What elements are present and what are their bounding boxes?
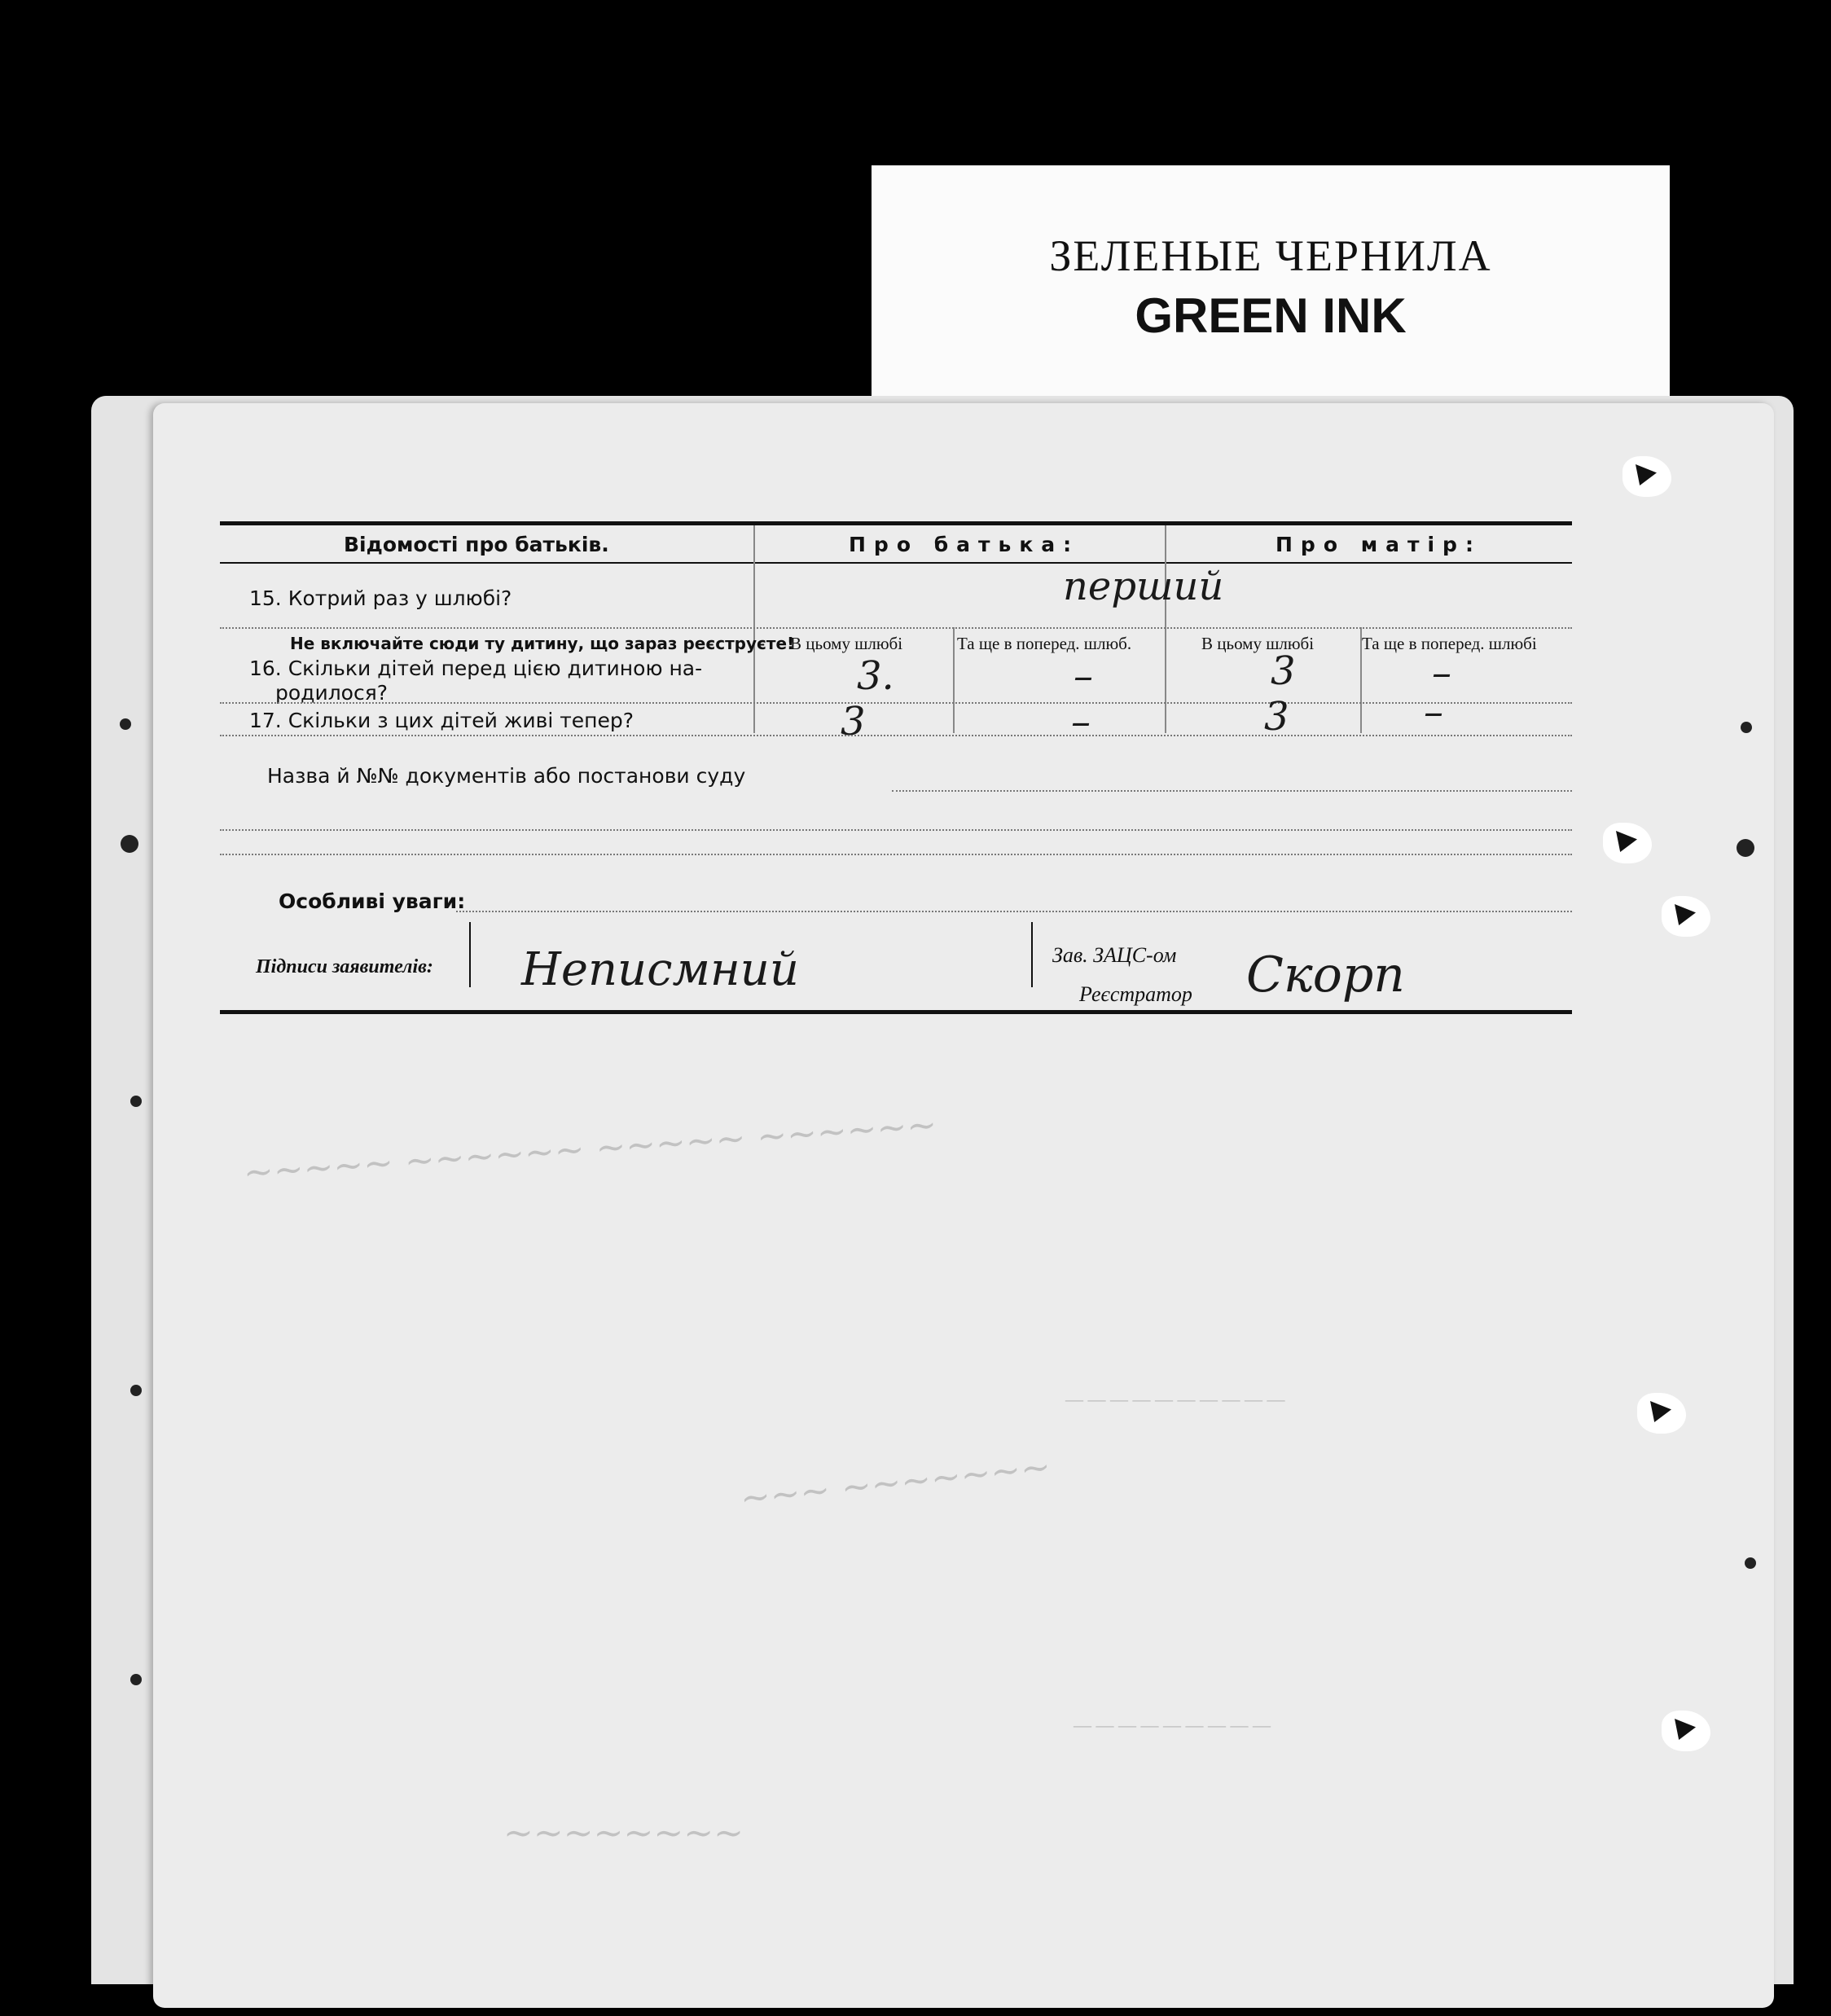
binding-hole	[1741, 722, 1752, 733]
binding-hole	[130, 1385, 142, 1396]
head-zags-label: Зав. ЗАЦС-ом	[1052, 943, 1177, 967]
bottom-rule	[220, 1010, 1572, 1014]
answer-16-father-this: 3.	[857, 653, 894, 699]
documents-label: Назва й №№ документів або постанови суду	[267, 764, 746, 788]
torn-binding-hole	[1662, 1711, 1710, 1751]
documents-fill-line	[220, 854, 1572, 855]
torn-binding-hole	[1622, 456, 1671, 497]
row-divider	[220, 702, 1572, 704]
remarks-fill-line	[456, 911, 1572, 912]
torn-binding-hole	[1662, 896, 1710, 937]
binding-hole	[120, 718, 131, 730]
binding-hole	[130, 1096, 142, 1107]
label-ru-text: ЗЕЛЕНЫЕ ЧЕРНИЛА	[1049, 231, 1492, 280]
question-16-line1: 16. Скільки дітей перед цією дитиною на-	[249, 657, 703, 680]
binding-hole	[1737, 839, 1754, 857]
binding-hole	[130, 1674, 142, 1685]
green-ink-label-card	[872, 165, 1670, 410]
answer-16-father-previous: –	[1074, 653, 1093, 699]
bleed-through-handwriting: ~~~~~~~~	[503, 1812, 744, 1854]
parents-info-form	[220, 521, 1572, 1010]
binding-hole	[121, 835, 138, 853]
signature-divider	[1031, 922, 1033, 987]
mother-column-header: Про матір:	[1276, 533, 1482, 556]
applicant-signature: Непиcмний	[521, 943, 799, 996]
bleed-through-handwriting: ~~~ ~~~~~~~	[738, 1446, 1053, 1520]
registrar-signature: Скорп	[1246, 947, 1405, 1004]
subcol-mother-this-marriage: В цьому шлюбі	[1201, 634, 1315, 653]
answer-17-father-this: 3	[841, 699, 866, 744]
section-title: Відомості про батьків.	[344, 533, 609, 556]
subcolumn-divider	[953, 627, 955, 733]
bleed-through-text: — — — — — — — — — —	[1065, 1389, 1285, 1409]
signature-divider	[469, 922, 471, 987]
subcol-father-previous-marriage: Та ще в поперед. шлюб.	[957, 634, 1132, 653]
answer-16-mother-previous: –	[1432, 650, 1451, 696]
torn-binding-hole	[1637, 1393, 1686, 1434]
row-divider	[220, 735, 1572, 736]
answer-15-handwritten: перший	[1063, 564, 1224, 609]
subcol-mother-previous-marriage: Та ще в поперед. шлюбі	[1362, 634, 1537, 653]
binding-hole	[1745, 1557, 1756, 1569]
question-16-line2: родилося?	[275, 681, 389, 705]
header-rule	[220, 562, 1572, 564]
documents-fill-line	[220, 829, 1572, 831]
top-rule	[220, 521, 1572, 525]
question-17: 17. Скільки з цих дітей живі тепер?	[249, 709, 634, 732]
applicants-signatures-label: Підписи заявителів:	[256, 956, 433, 977]
question-15: 15. Котрий раз у шлюбі?	[249, 586, 512, 610]
label-en-text: GREEN INK	[1135, 288, 1407, 343]
registrar-label: Реєстратор	[1079, 982, 1192, 1006]
row-divider	[220, 627, 1572, 629]
answer-17-mother-previous: –	[1424, 689, 1443, 735]
documents-fill-line	[892, 790, 1572, 792]
answer-17-father-previous: –	[1071, 699, 1091, 744]
bleed-through-handwriting: ~~~~~ ~~~~~~ ~~~~~ ~~~~~~	[242, 1104, 938, 1194]
answer-16-mother-this: 3	[1271, 648, 1296, 694]
torn-binding-hole	[1603, 823, 1652, 863]
remarks-label: Особливі уваги:	[279, 889, 466, 913]
answer-17-mother-this: 3	[1264, 694, 1289, 740]
bleed-through-text: — — — — — — — — —	[1074, 1715, 1271, 1735]
question-16-note: Не включайте сюди ту дитину, що зараз реєструєте!	[290, 634, 795, 653]
subcol-father-this-marriage: В цьому шлюбі	[790, 634, 903, 653]
father-column-header: Про батька:	[849, 533, 1080, 556]
